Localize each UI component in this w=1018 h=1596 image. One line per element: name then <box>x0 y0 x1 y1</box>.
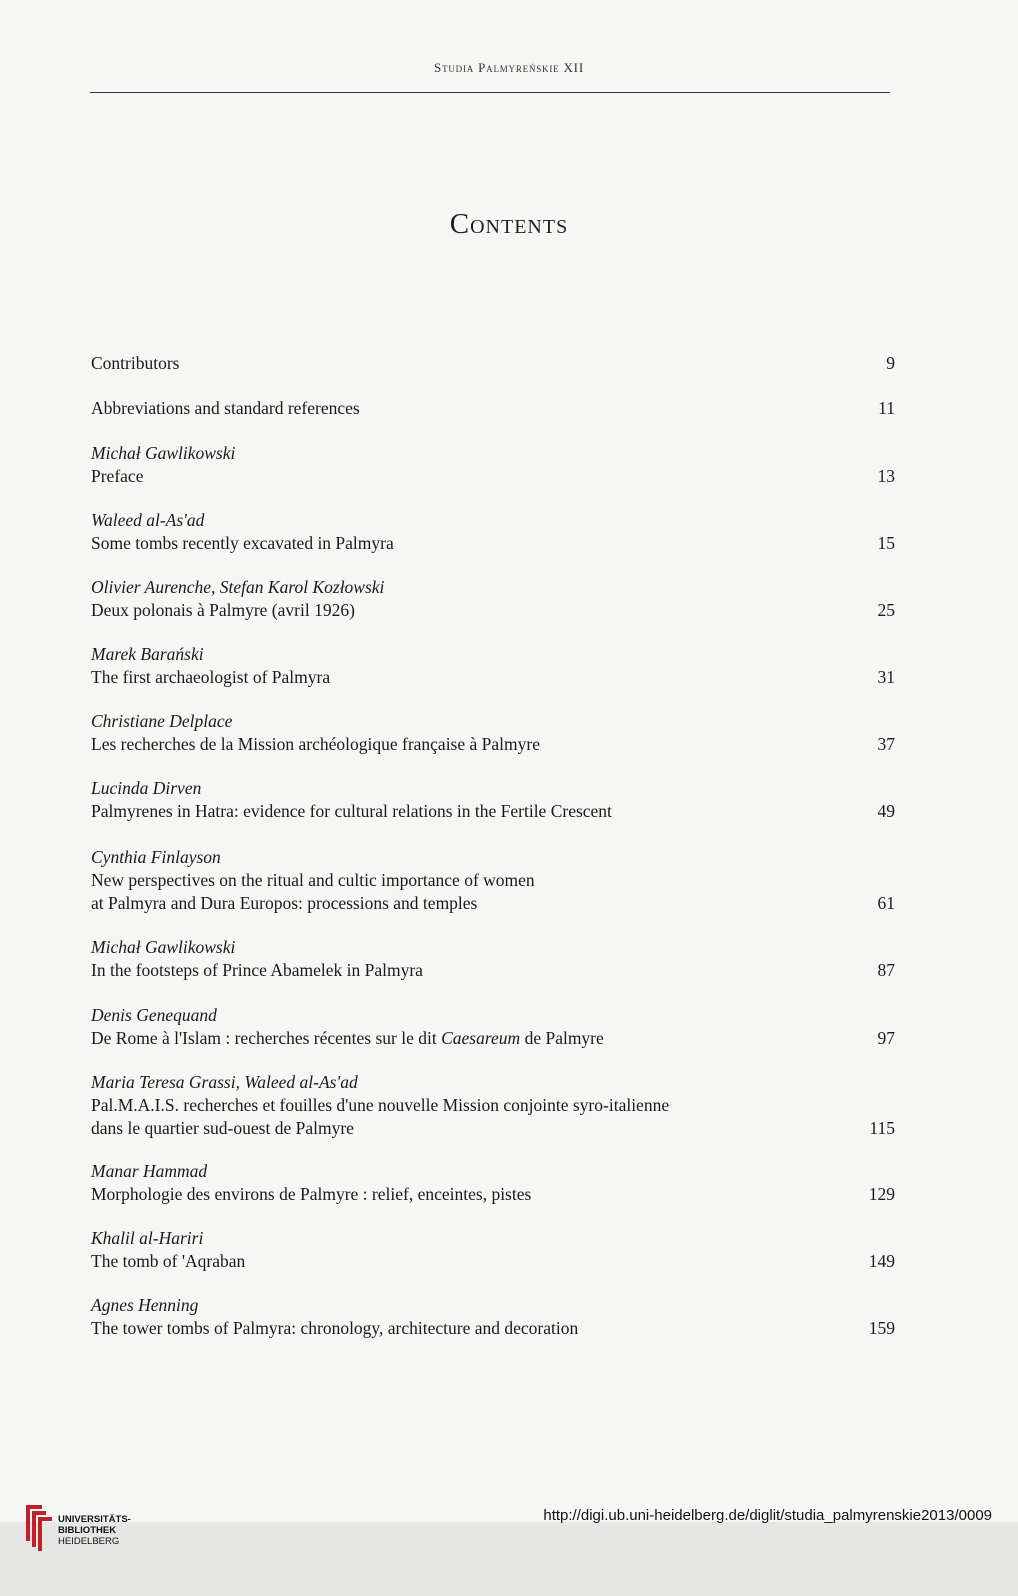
entry-page-number: 115 <box>869 1118 895 1138</box>
entry-title-row <box>91 1317 897 1340</box>
entry-author: Olivier Aurenche, Stefan Karol Kozłowski <box>91 577 385 597</box>
toc-entry <box>91 1227 897 1273</box>
toc-entry <box>91 576 897 622</box>
toc-entry <box>91 1071 897 1140</box>
toc-entry <box>91 936 897 982</box>
entry-title-row <box>91 352 897 375</box>
toc-entry <box>91 777 897 823</box>
entry-title: Morphologie des environs de Palmyre : relief, enceintes, pistes <box>91 1184 532 1204</box>
page-title: Contents <box>449 208 569 240</box>
entry-title: The tower tombs of Palmyra: chronology, architecture and decoration <box>91 1318 579 1338</box>
library-name-line: UNIVERSITÄTS- <box>58 1514 131 1525</box>
entry-title-row <box>91 869 897 915</box>
entry-page-number: 15 <box>877 533 895 553</box>
running-head: Studia Palmyreńskie XII <box>434 60 584 75</box>
toc-entry <box>91 1160 897 1206</box>
entry-title-row <box>91 532 897 555</box>
toc-entry <box>91 509 897 555</box>
toc-entry <box>91 352 897 375</box>
entry-page-number: 129 <box>868 1184 895 1204</box>
entry-title-row <box>91 1250 897 1273</box>
entry-author: Michał Gawlikowski <box>91 443 236 463</box>
entry-title-row <box>91 959 897 982</box>
entry-page-number: 149 <box>868 1251 895 1271</box>
header-rule <box>90 92 890 93</box>
entry-title-row <box>91 1183 897 1206</box>
entry-title: Preface <box>91 466 144 486</box>
entry-title-row <box>91 1094 897 1140</box>
entry-page-number: 13 <box>877 466 895 486</box>
entry-title-row <box>91 666 897 689</box>
entry-title: New perspectives on the ritual and cultic importance of women <box>91 870 535 890</box>
library-name <box>58 1514 131 1547</box>
library-name-line: BIBLIOTHEK <box>58 1525 117 1536</box>
entry-author: Michał Gawlikowski <box>91 937 236 957</box>
entry-title-row <box>91 733 897 756</box>
entry-author: Agnes Henning <box>91 1295 199 1315</box>
toc-entry <box>91 643 897 689</box>
entry-author: Cynthia Finlayson <box>91 847 221 867</box>
library-logo-icon <box>22 1501 58 1553</box>
toc-entry <box>91 1004 897 1050</box>
entry-title-row <box>91 397 897 420</box>
entry-title-row <box>91 599 897 622</box>
entry-author: Christiane Delplace <box>91 711 233 731</box>
entry-page-number: 49 <box>877 801 895 821</box>
entry-title-row <box>91 800 897 823</box>
entry-title: Deux polonais à Palmyre (avril 1926) <box>91 600 355 620</box>
entry-title: Les recherches de la Mission archéologique française à Palmyre <box>91 734 540 754</box>
entry-title: dans le quartier sud-ouest de Palmyre <box>91 1118 354 1138</box>
entry-title-row <box>91 1027 897 1050</box>
entry-title: at Palmyra and Dura Europos: processions and temples <box>91 893 478 913</box>
entry-title: Pal.M.A.I.S. recherches et fouilles d'une nouvelle Mission conjointe syro-italienne <box>91 1095 670 1115</box>
footer-bar <box>0 1522 1018 1596</box>
entry-title: De Rome à l'Islam : recherches récentes sur le dit Caesareum de Palmyre <box>91 1028 604 1048</box>
entry-title: The tomb of 'Aqraban <box>91 1251 246 1271</box>
toc-entry <box>91 442 897 488</box>
source-url[interactable]: http://digi.ub.uni-heidelberg.de/diglit/studia_palmyrenskie2013/0009 <box>543 1507 992 1524</box>
italic-term: Caesareum <box>441 1028 521 1048</box>
entry-title: Some tombs recently excavated in Palmyra <box>91 533 394 553</box>
toc-entry <box>91 1294 897 1340</box>
toc-entry <box>91 710 897 756</box>
entry-title: Palmyrenes in Hatra: evidence for cultural relations in the Fertile Crescent <box>91 801 612 821</box>
entry-author: Manar Hammad <box>91 1161 208 1181</box>
entry-author: Lucinda Dirven <box>91 778 202 798</box>
entry-title: Contributors <box>91 353 180 373</box>
entry-title-row <box>91 465 897 488</box>
entry-page-number: 9 <box>886 353 895 373</box>
entry-page-number: 159 <box>868 1318 895 1338</box>
entry-author: Khalil al-Hariri <box>91 1228 204 1248</box>
entry-page-number: 37 <box>877 734 895 754</box>
entry-author: Marek Barański <box>91 644 204 664</box>
entry-page-number: 61 <box>877 893 895 913</box>
toc-entry <box>91 397 897 420</box>
entry-page-number: 11 <box>878 398 895 418</box>
library-name-line: HEIDELBERG <box>58 1536 120 1547</box>
entry-page-number: 97 <box>877 1028 895 1048</box>
entry-title: In the footsteps of Prince Abamelek in Palmyra <box>91 960 423 980</box>
entry-title: Abbreviations and standard references <box>91 398 360 418</box>
entry-author: Maria Teresa Grassi, Waleed al-As'ad <box>91 1072 358 1092</box>
entry-title: The first archaeologist of Palmyra <box>91 667 331 687</box>
entry-author: Denis Genequand <box>91 1005 217 1025</box>
entry-author: Waleed al-As'ad <box>91 510 205 530</box>
entry-page-number: 87 <box>877 960 895 980</box>
toc-entry <box>91 846 897 915</box>
entry-page-number: 31 <box>877 667 895 687</box>
entry-page-number: 25 <box>877 600 895 620</box>
